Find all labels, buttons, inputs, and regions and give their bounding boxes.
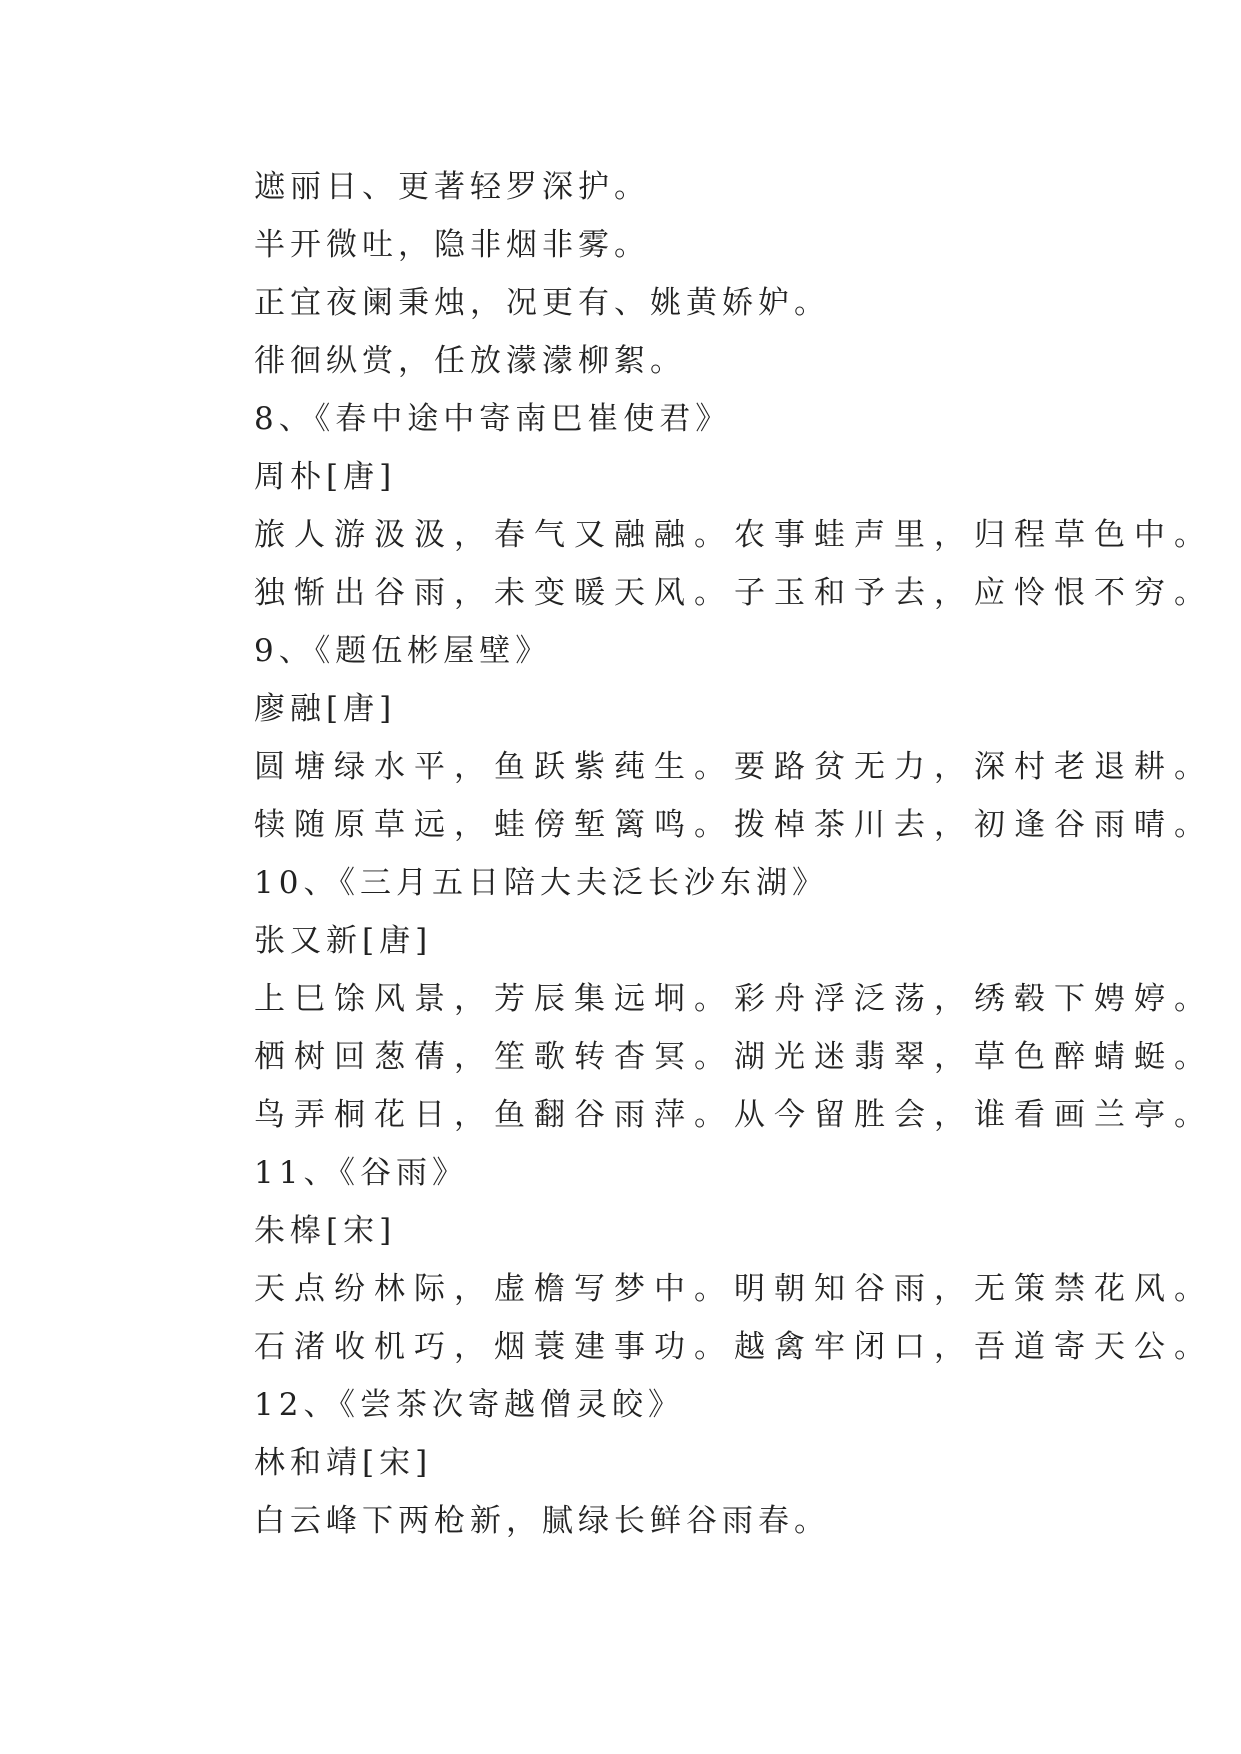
poem-line: 栖树回葱蒨，笙歌转杳冥。湖光迷翡翠，草色醉蜻蜓。 xyxy=(254,1039,1214,1075)
poem-line: 旅人游汲汲，春气又融融。农事蛙声里，归程草色中。 xyxy=(254,517,1214,553)
poem-author: 廖融[唐] xyxy=(254,691,397,727)
poem-title: 11、《谷雨》 xyxy=(254,1155,468,1191)
poem-author: 张又新[唐] xyxy=(254,923,433,959)
poem-line: 独惭出谷雨，未变暖天风。子玉和予去，应怜恨不穷。 xyxy=(254,575,1214,611)
poem-author: 林和靖[宋] xyxy=(254,1445,433,1481)
poem-text-block xyxy=(254,158,1214,1550)
poem-author: 朱槔[宋] xyxy=(254,1213,397,1249)
poem-line: 上巳馀风景，芳辰集远坰。彩舟浮泛荡，绣毂下娉婷。 xyxy=(254,981,1214,1017)
poem-title: 9、《题伍彬屋壁》 xyxy=(254,633,552,669)
poem-title: 8、《春中途中寄南巴崔使君》 xyxy=(254,401,732,437)
poem-line: 鸟弄桐花日，鱼翻谷雨萍。从今留胜会，谁看画兰亭。 xyxy=(254,1097,1214,1133)
poem-line: 遮丽日、更著轻罗深护。 xyxy=(254,169,650,205)
poem-line: 石渚收机巧，烟蓑建事功。越禽牢闭口，吾道寄天公。 xyxy=(254,1329,1214,1365)
poem-line: 圆塘绿水平，鱼跃紫莼生。要路贫无力，深村老退耕。 xyxy=(254,749,1214,785)
poem-title: 10、《三月五日陪大夫泛长沙东湖》 xyxy=(254,865,828,901)
poem-line: 白云峰下两枪新，腻绿长鲜谷雨春。 xyxy=(254,1503,830,1539)
poem-title: 12、《尝茶次寄越僧灵皎》 xyxy=(254,1387,684,1423)
poem-author: 周朴[唐] xyxy=(254,459,397,495)
poem-line: 半开微吐，隐非烟非雾。 xyxy=(254,227,650,263)
poem-line: 正宜夜阑秉烛，况更有、姚黄娇妒。 xyxy=(254,285,830,321)
poem-line: 徘徊纵赏，任放濛濛柳絮。 xyxy=(254,343,686,379)
poem-line: 犊随原草远，蛙傍堑篱鸣。拨棹茶川去，初逢谷雨晴。 xyxy=(254,807,1214,843)
poem-line: 天点纷林际，虚檐写梦中。明朝知谷雨，无策禁花风。 xyxy=(254,1271,1214,1307)
